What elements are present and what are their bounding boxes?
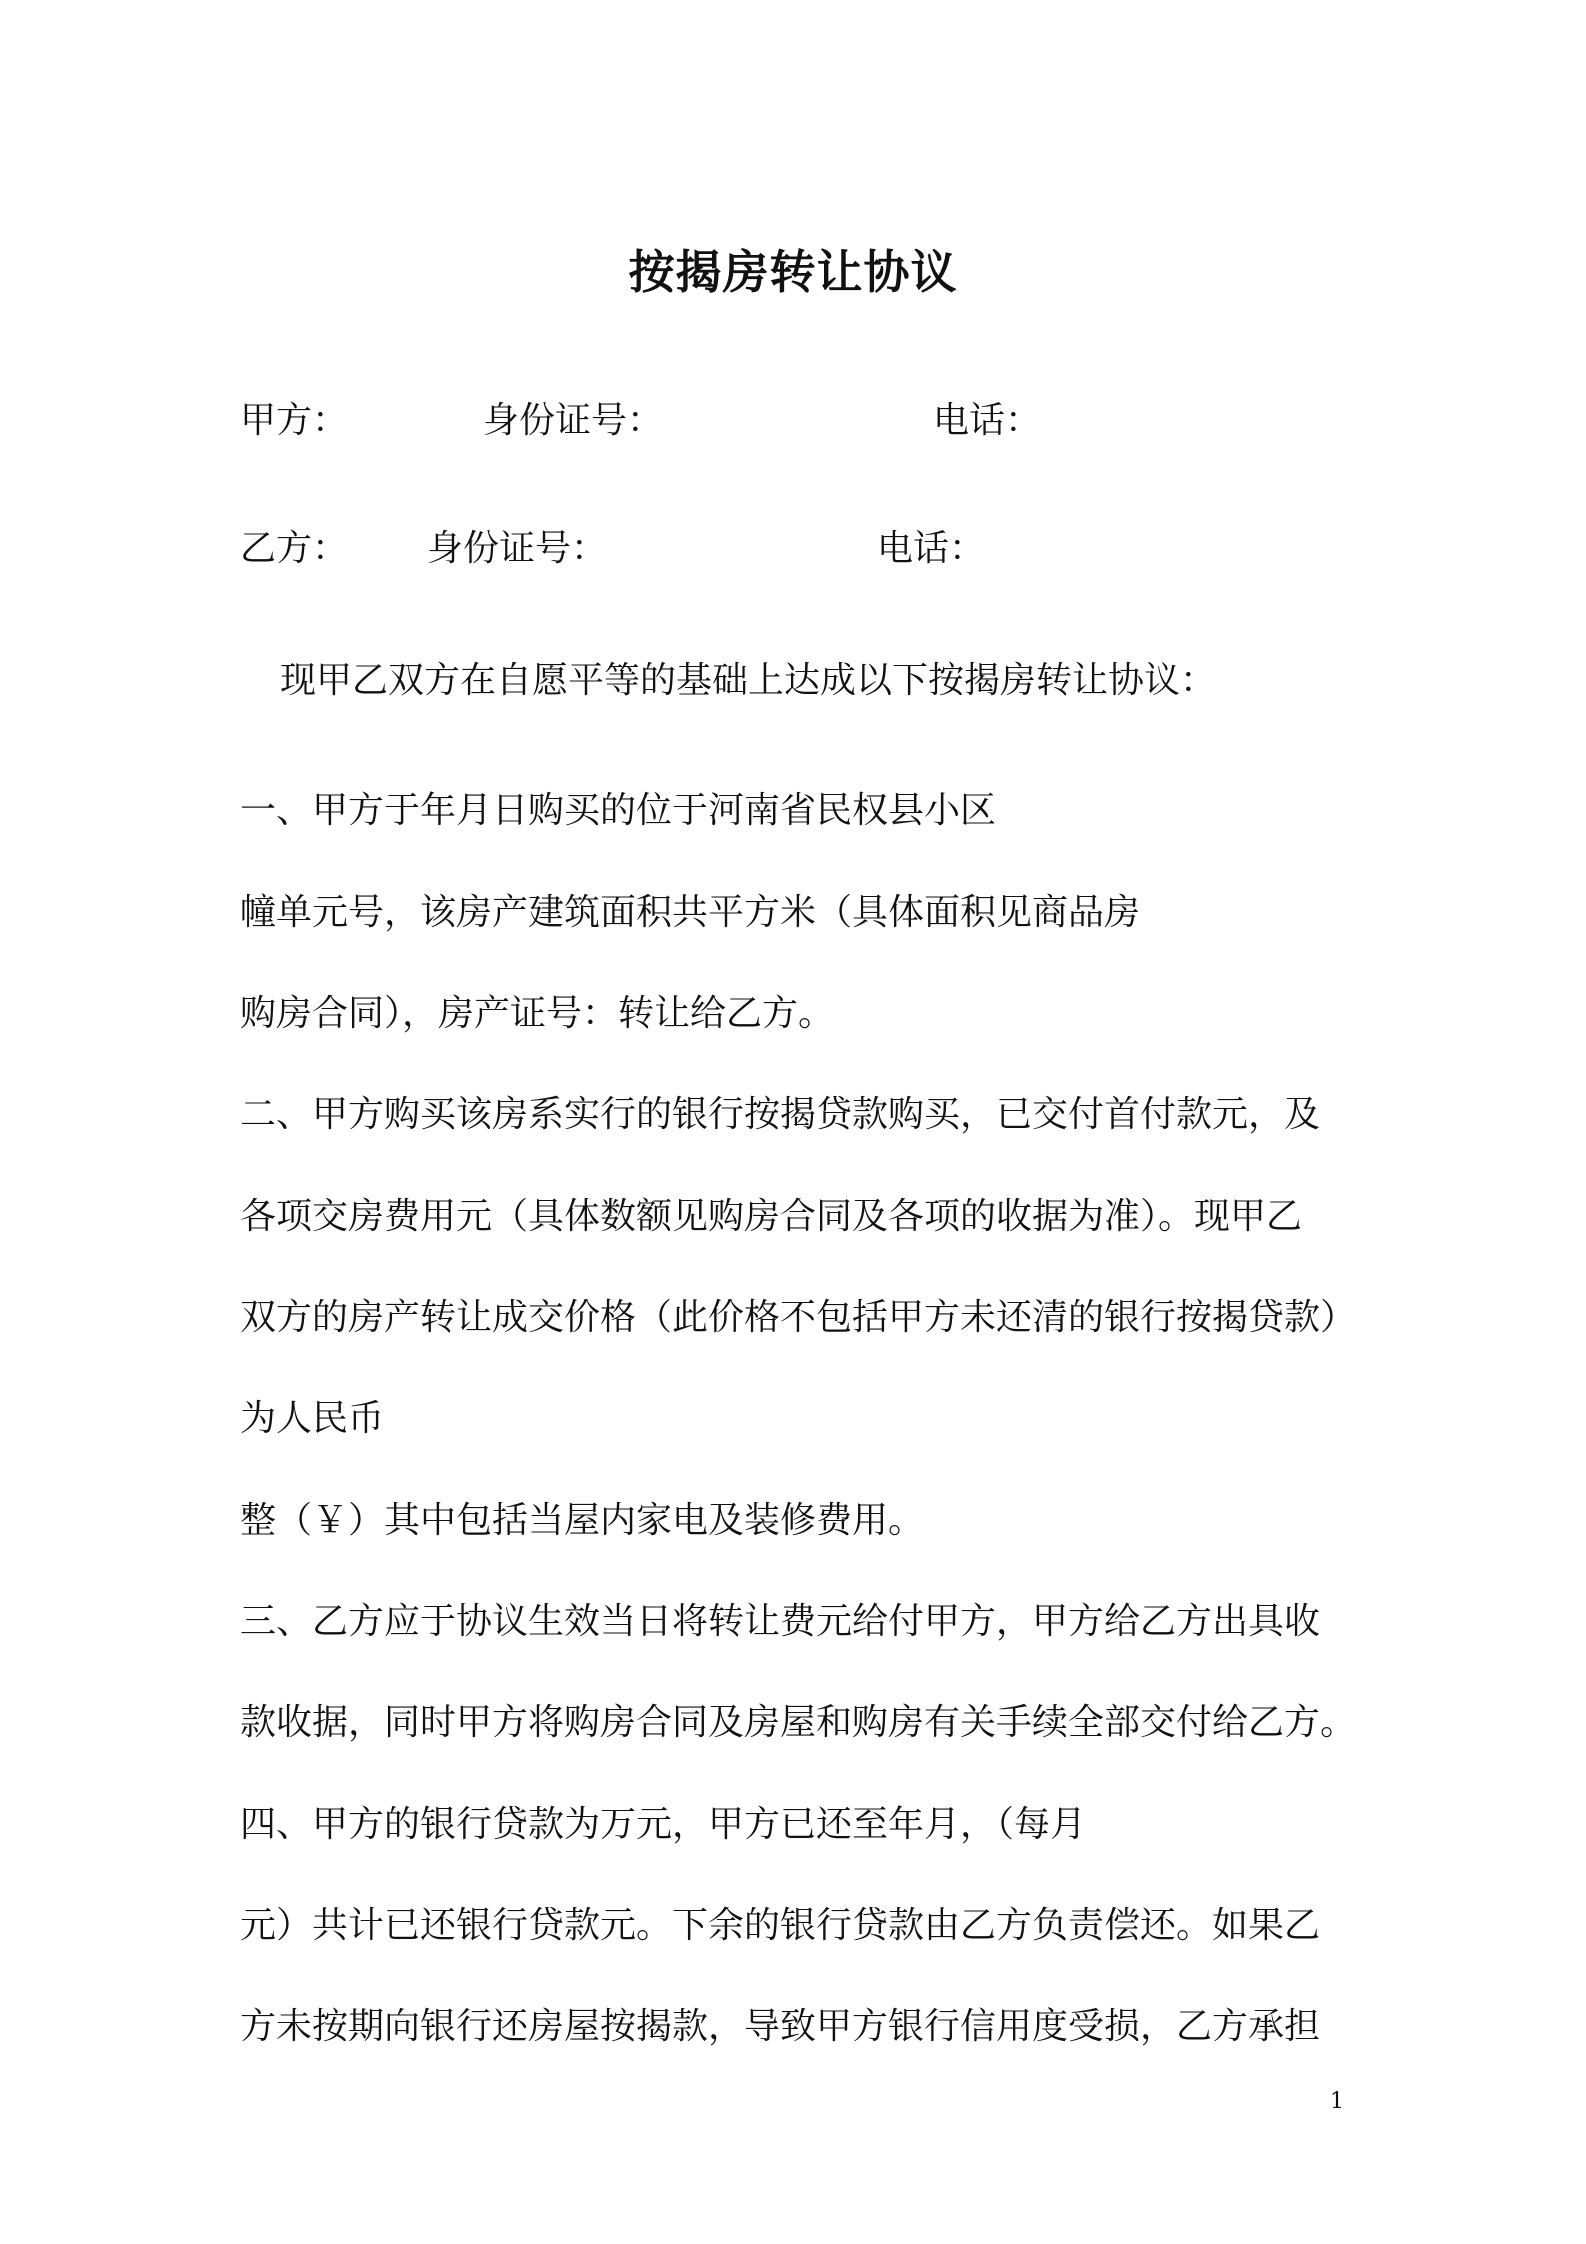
body-line-13: 方未按期向银行还房屋按揭款，导致甲方银行信用度受损，乙方承担 <box>240 2006 1321 2047</box>
party-a-id-label: 身份证号： <box>483 400 664 441</box>
body-line-11: 四、甲方的银行贷款为万元，甲方已还至年月，（每月 <box>240 1804 1087 1845</box>
body-line-12: 元）共计已还银行贷款元。下余的银行贷款由乙方负责偿还。如果乙 <box>240 1905 1321 1946</box>
body-line-3: 购房合同），房产证号：转让给乙方。 <box>240 993 835 1034</box>
body-line-10: 款收据，同时甲方将购房合同及房屋和购房有关手续全部交付给乙方。 <box>240 1702 1357 1743</box>
page-number: 1 <box>1330 2089 1344 2114</box>
party-b-phone-label: 电话： <box>877 528 986 569</box>
body-line-2: 幢单元号，该房产建筑面积共平方米（具体面积见商品房 <box>240 892 1141 933</box>
body-line-9: 三、乙方应于协议生效当日将转让费元给付甲方，甲方给乙方出具收 <box>240 1601 1321 1642</box>
body-line-7: 为人民币 <box>240 1398 385 1439</box>
body-line-4: 二、甲方购买该房系实行的银行按揭贷款购买，已交付首付款元，及 <box>240 1094 1321 1135</box>
body-line-5: 各项交房费用元（具体数额见购房合同及各项的收据为准）。现甲乙 <box>240 1196 1303 1237</box>
document-title: 按揭房转让协议 <box>628 245 958 299</box>
intro-paragraph: 现甲乙双方在自愿平等的基础上达成以下按揭房转让协议： <box>280 660 1217 701</box>
party-b-label: 乙方： <box>240 528 349 569</box>
body-line-1: 一、甲方于年月日购买的位于河南省民权县小区 <box>240 790 997 831</box>
party-b-id-label: 身份证号： <box>427 528 608 569</box>
body-line-6: 双方的房产转让成交价格（此价格不包括甲方未还清的银行按揭贷款） <box>240 1297 1357 1338</box>
body-line-8: 整（￥）其中包括当屋内家电及装修费用。 <box>240 1500 925 1541</box>
party-a-phone-label: 电话： <box>933 400 1042 441</box>
party-a-label: 甲方： <box>240 400 349 441</box>
